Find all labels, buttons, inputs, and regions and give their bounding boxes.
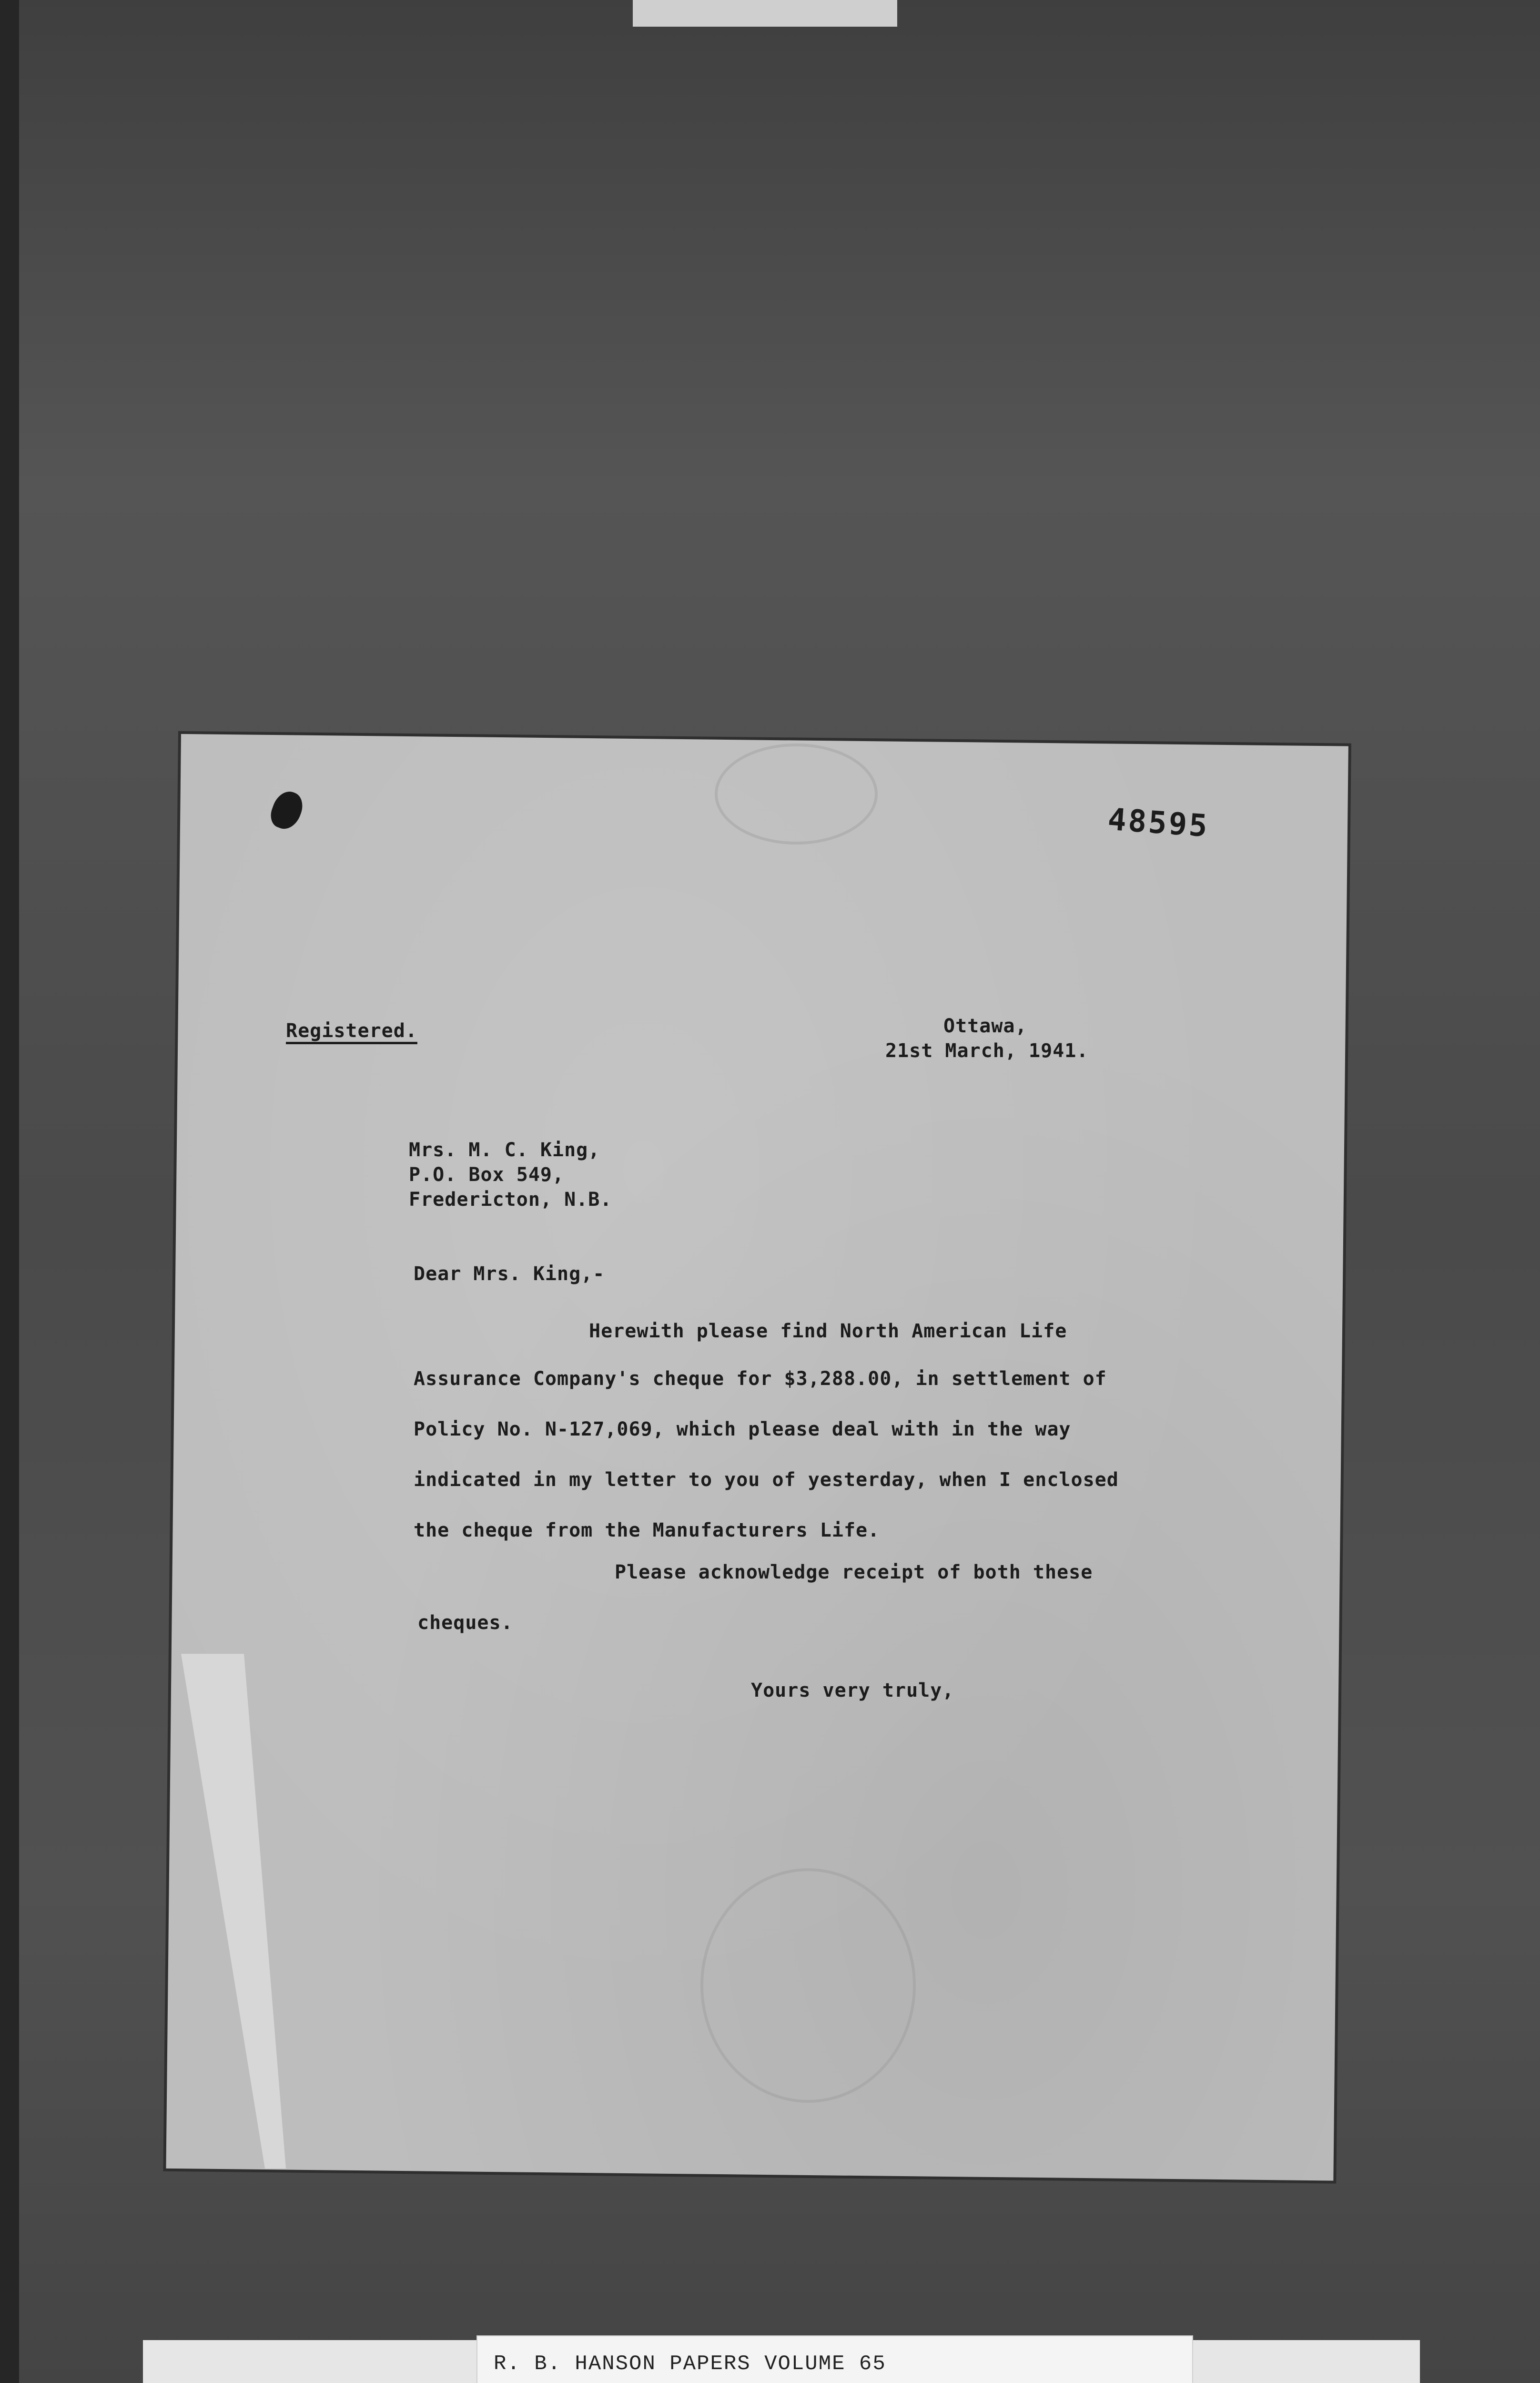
faint-seal-bottom — [700, 1868, 916, 2103]
body-line-3: Policy No. N-127,069, which please deal with in the way — [414, 1418, 1071, 1440]
body-line-1: Herewith please find North American Life — [589, 1320, 1067, 1342]
body-line-6: Please acknowledge receipt of both these — [615, 1561, 1093, 1583]
letter-place: Ottawa, — [943, 1015, 1027, 1037]
letter-date: 21st March, 1941. — [885, 1040, 1089, 1062]
salutation: Dear Mrs. King,- — [414, 1263, 605, 1285]
body-line-7: cheques. — [417, 1612, 513, 1634]
top-paper-tab — [633, 0, 897, 27]
document-number: 48595 — [1106, 802, 1210, 845]
mount-edge — [0, 0, 19, 2383]
collection-title: R. B. HANSON PAPERS VOLUME 65 — [494, 2352, 886, 2376]
address-line-3: Fredericton, N.B. — [409, 1189, 612, 1211]
registered-label: Registered. — [286, 1020, 417, 1042]
body-line-4: indicated in my letter to you of yesterday, when I enclosed — [414, 1469, 1119, 1491]
faint-seal-top — [715, 743, 878, 845]
address-line-2: P.O. Box 549, — [409, 1164, 565, 1186]
closing: Yours very truly, — [751, 1680, 954, 1701]
body-line-5: the cheque from the Manufacturers Life. — [414, 1519, 880, 1541]
address-line-1: Mrs. M. C. King, — [409, 1139, 600, 1161]
body-line-2: Assurance Company's cheque for $3,288.00, in settlement of — [414, 1368, 1107, 1390]
